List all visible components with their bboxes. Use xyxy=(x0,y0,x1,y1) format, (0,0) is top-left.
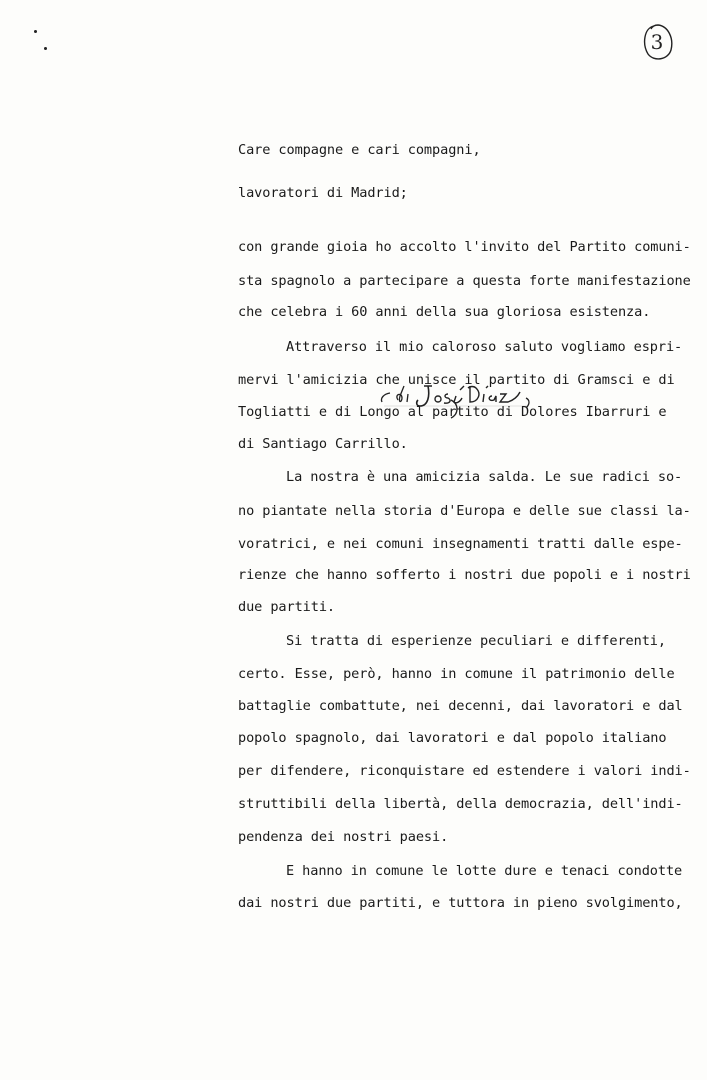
body-line: popolo spagnolo, dai lavoratori e dal popolo italiano xyxy=(238,730,667,746)
greeting-line-1: Care compagne e cari compagni, xyxy=(238,142,481,158)
body-line: Attraverso il mio caloroso saluto vogliamo espri- xyxy=(286,339,683,355)
body-line: La nostra è una amicizia salda. Le sue radici so- xyxy=(286,469,683,485)
body-line: voratrici, e nei comuni insegnamenti tratti dalle espe- xyxy=(238,536,683,552)
page-number-text: 3 xyxy=(650,30,664,54)
body-line: dai nostri due partiti, e tuttora in pieno svolgimento, xyxy=(238,895,683,911)
body-line: pendenza dei nostri paesi. xyxy=(238,829,449,845)
body-line: battaglie combattute, nei decenni, dai lavoratori e dal xyxy=(238,698,683,714)
body-line: sta spagnolo a partecipare a questa forte manifestazione xyxy=(238,273,691,289)
body-line: certo. Esse, però, hanno in comune il patrimonio delle xyxy=(238,666,675,682)
body-line: struttibili della libertà, della democrazia, dell'indi- xyxy=(238,796,683,812)
body-line: che celebra i 60 anni della sua gloriosa esistenza. xyxy=(238,304,651,320)
body-line: Si tratta di esperienze peculiari e differenti, xyxy=(286,633,666,649)
body-line: no piantate nella storia d'Europa e delle sue classi la- xyxy=(238,503,691,519)
body-line: con grande gioia ho accolto l'invito del Partito comuni- xyxy=(238,239,691,255)
body-line: due partiti. xyxy=(238,599,336,615)
body-line: di Santiago Carrillo. xyxy=(238,436,408,452)
greeting-line-2: lavoratori di Madrid; xyxy=(238,185,408,201)
body-line: rienze che hanno sofferto i nostri due popoli e i nostri xyxy=(238,567,691,583)
body-line: per difendere, riconquistare ed estendere i valori indi- xyxy=(238,763,691,779)
body-line: Togliatti e di Longo al partito di Dolores Ibarruri e xyxy=(238,404,667,420)
page-number xyxy=(640,22,674,62)
insertion-mark xyxy=(449,398,459,420)
page-number-circle xyxy=(640,22,674,62)
scan-speck xyxy=(44,47,47,50)
scan-speck xyxy=(34,30,37,33)
body-line: E hanno in comune le lotte dure e tenaci condotte xyxy=(286,863,683,879)
body-line: mervi l'amicizia che unisce il partito di Gramsci e di xyxy=(238,372,675,388)
